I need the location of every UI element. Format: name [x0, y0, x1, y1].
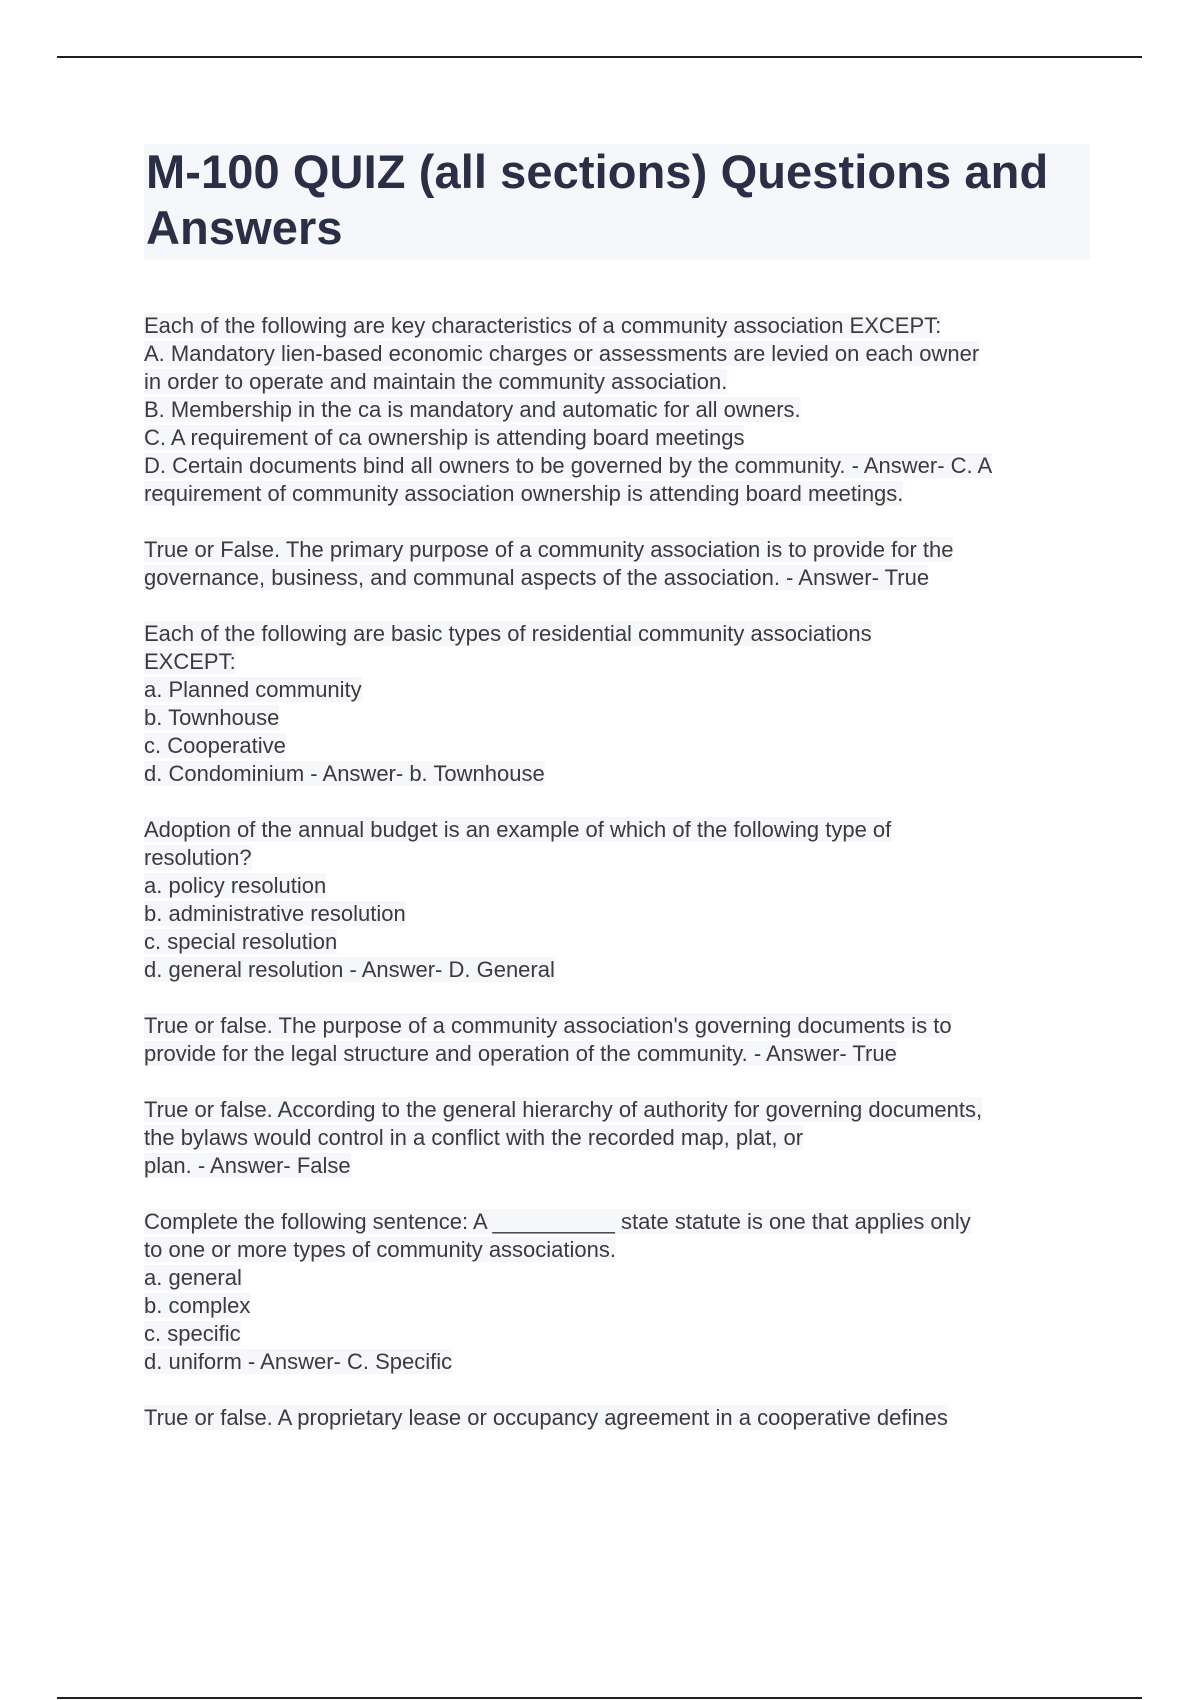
question-block — [144, 1404, 1104, 1432]
text-line-content: Adoption of the annual budget is an example of which of the following type of — [144, 817, 892, 842]
text-line-content: C. A requirement of ca ownership is attending board meetings — [144, 425, 745, 450]
text-line-content: d. Condominium - Answer- b. Townhouse — [144, 761, 545, 786]
text-line — [144, 732, 1104, 760]
text-line — [144, 424, 1104, 452]
top-rule — [57, 56, 1142, 58]
text-line-content: plan. - Answer- False — [144, 1153, 351, 1178]
text-line — [144, 676, 1104, 704]
question-block — [144, 620, 1104, 788]
text-line — [144, 1208, 1104, 1236]
text-line — [144, 340, 1104, 368]
text-line — [144, 816, 1104, 844]
text-line-content: c. Cooperative — [144, 733, 286, 758]
text-line — [144, 536, 1104, 564]
text-line — [144, 564, 1104, 592]
document-title — [146, 144, 1090, 256]
text-line — [144, 844, 1104, 872]
text-line — [144, 1236, 1104, 1264]
question-block — [144, 1096, 1104, 1180]
text-line-content: A. Mandatory lien-based economic charges or assessments are levied on each owner — [144, 341, 980, 366]
text-line-content: D. Certain documents bind all owners to be governed by the community. - Answer- C. A — [144, 453, 993, 478]
text-line — [144, 872, 1104, 900]
text-line-content: requirement of community association ownership is attending board meetings. — [144, 481, 904, 506]
text-line-content: True or false. A proprietary lease or occupancy agreement in a cooperative defines — [144, 1405, 948, 1430]
text-line — [144, 480, 1104, 508]
text-line-content: provide for the legal structure and operation of the community. - Answer- True — [144, 1041, 897, 1066]
question-block — [144, 1012, 1104, 1068]
text-line — [144, 1152, 1104, 1180]
bottom-rule — [57, 1697, 1142, 1699]
text-line-content: b. complex — [144, 1293, 251, 1318]
text-line-content: True or false. The purpose of a community association's governing documents is to — [144, 1013, 952, 1038]
text-line-content: to one or more types of community associations. — [144, 1237, 616, 1262]
text-line — [144, 1040, 1104, 1068]
question-block — [144, 312, 1104, 508]
text-line — [144, 1320, 1104, 1348]
text-line — [144, 928, 1104, 956]
text-line — [144, 620, 1104, 648]
text-line — [144, 900, 1104, 928]
text-line — [144, 312, 1104, 340]
text-line-content: True or False. The primary purpose of a community association is to provide for the — [144, 537, 954, 562]
question-block — [144, 1208, 1104, 1376]
text-line-content: a. policy resolution — [144, 873, 327, 898]
text-line-content: d. general resolution - Answer- D. General — [144, 957, 555, 982]
text-line-content: b. Townhouse — [144, 705, 280, 730]
text-line — [144, 1096, 1104, 1124]
text-line — [144, 396, 1104, 424]
text-line-content: d. uniform - Answer- C. Specific — [144, 1349, 453, 1374]
text-line — [144, 452, 1104, 480]
text-line-content: resolution? — [144, 845, 252, 870]
text-line — [144, 956, 1104, 984]
title-line: Answers — [146, 201, 343, 254]
text-line — [144, 648, 1104, 676]
text-line-content: Complete the following sentence: A __________ state statute is one that applies only — [144, 1209, 971, 1234]
question-block — [144, 536, 1104, 592]
text-line — [144, 1404, 1104, 1432]
text-line-content: a. Planned community — [144, 677, 362, 702]
text-line — [144, 760, 1104, 788]
text-line — [144, 1348, 1104, 1376]
title-line: M-100 QUIZ (all sections) Questions and — [146, 145, 1049, 198]
text-line-content: governance, business, and communal aspects of the association. - Answer- True — [144, 565, 930, 590]
title-block — [144, 144, 1090, 260]
text-line — [144, 1012, 1104, 1040]
text-line — [144, 368, 1104, 396]
text-line-content: Each of the following are key characteristics of a community association EXCEPT: — [144, 313, 942, 338]
question-list — [144, 312, 1104, 1460]
text-line-content: True or false. According to the general hierarchy of authority for governing documents, — [144, 1097, 983, 1122]
text-line-content: c. specific — [144, 1321, 241, 1346]
text-line — [144, 1264, 1104, 1292]
text-line-content: EXCEPT: — [144, 649, 236, 674]
text-line-content: B. Membership in the ca is mandatory and automatic for all owners. — [144, 397, 801, 422]
text-line-content: a. general — [144, 1265, 242, 1290]
text-line-content: in order to operate and maintain the community association. — [144, 369, 728, 394]
text-line — [144, 1124, 1104, 1152]
text-line-content: Each of the following are basic types of residential community associations — [144, 621, 872, 646]
text-line-content: c. special resolution — [144, 929, 338, 954]
text-line — [144, 1292, 1104, 1320]
text-line-content: the bylaws would control in a conflict with the recorded map, plat, or — [144, 1125, 804, 1150]
text-line — [144, 704, 1104, 732]
text-line-content: b. administrative resolution — [144, 901, 406, 926]
question-block — [144, 816, 1104, 984]
